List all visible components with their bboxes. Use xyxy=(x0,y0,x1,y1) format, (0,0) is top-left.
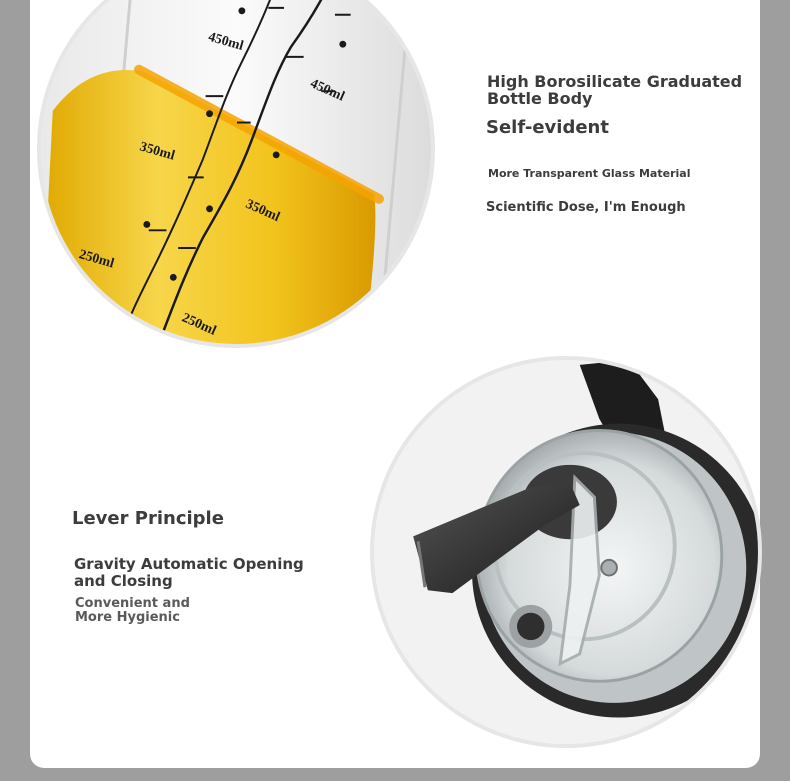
mark-450-right: 450ml xyxy=(308,75,348,104)
feature-heading-lever: Lever Principle xyxy=(72,508,224,529)
feature-line-hygienic: Convenient and More Hygienic xyxy=(75,596,190,625)
mark-350-right: 350ml xyxy=(243,195,283,225)
spout-illustration xyxy=(374,360,758,744)
feature-line-transparent: More Transparent Glass Material xyxy=(488,167,691,180)
feature-heading-glass: High Borosilicate Graduated Bottle Body xyxy=(487,72,743,108)
lever-spout-photo xyxy=(370,356,762,748)
feature-subheading-glass: Self-evident xyxy=(486,117,609,138)
mark-350-left: 350ml xyxy=(138,138,177,163)
graduated-bottle-photo xyxy=(37,0,435,348)
mark-250-left: 250ml xyxy=(77,246,116,271)
mark-450-left: 450ml xyxy=(206,28,246,53)
feature-subheading-lever: Gravity Automatic Opening and Closing xyxy=(74,555,304,590)
feature-line-dose: Scientific Dose, I'm Enough xyxy=(486,200,686,215)
mark-250-right: 250ml xyxy=(179,309,219,338)
bottle-illustration xyxy=(41,0,431,344)
